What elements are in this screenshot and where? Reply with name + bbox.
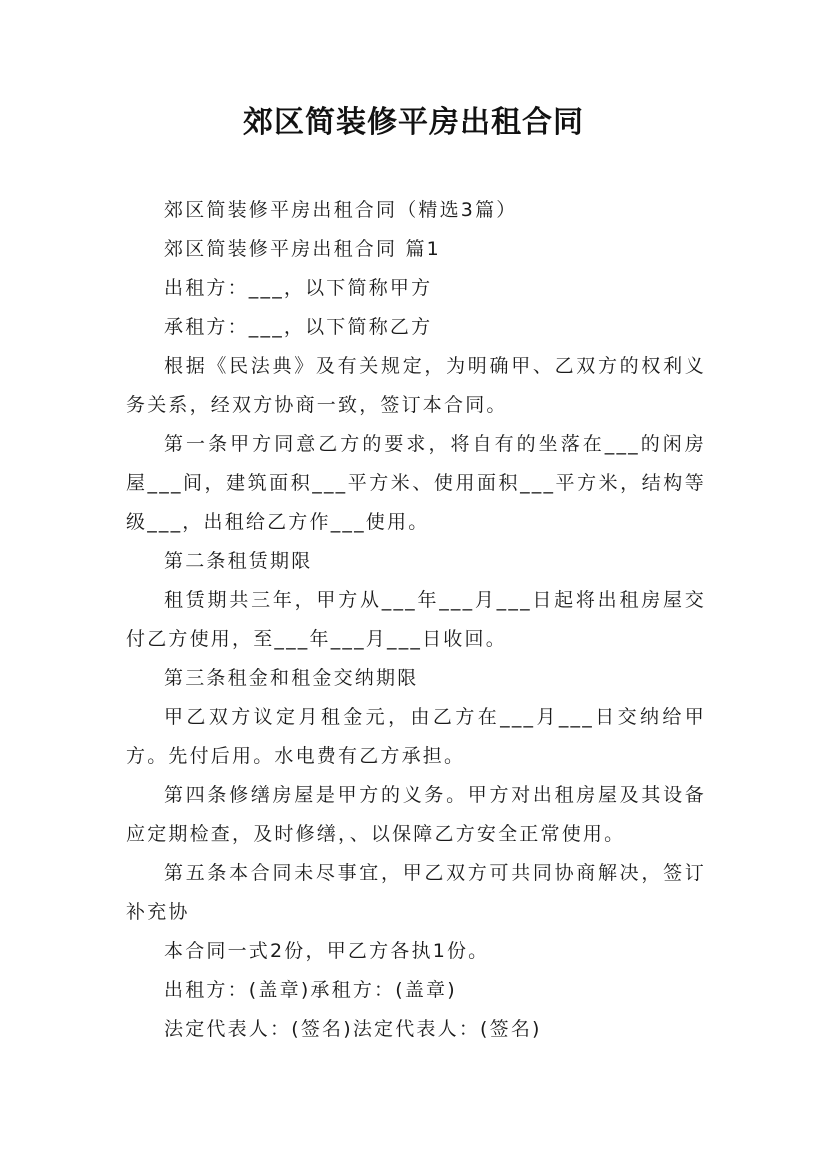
paragraph-subtitle: 郊区简装修平房出租合同（精选3篇）	[164, 199, 518, 221]
paragraph-copies: 本合同一式2份，甲乙方各执1份。	[164, 940, 490, 962]
paragraph-article-3-heading: 第三条租金和租金交纳期限	[164, 667, 419, 689]
paragraph-seals: 出租方：(盖章)承租方：(盖章)	[164, 979, 457, 1001]
paragraph-article-5: 第五条本合同未尽事宜，甲乙双方可共同协商解决，签订补充协	[126, 862, 706, 923]
paragraph-article-3-body: 甲乙双方议定月租金元，由乙方在___月___日交纳给甲方。先付后用。水电费有乙方承担。	[126, 706, 706, 767]
document-body	[126, 191, 706, 1049]
paragraph-signatures: 法定代表人：(签名)法定代表人：(签名)	[164, 1018, 542, 1040]
paragraph-article-2-heading: 第二条租赁期限	[164, 550, 313, 572]
paragraph-article-2-body: 租赁期共三年，甲方从___年___月___日起将出租房屋交付乙方使用，至___年___月___日收回。	[126, 589, 706, 650]
paragraph-section-heading: 郊区简装修平房出租合同 篇1	[164, 238, 441, 260]
paragraph-lessee: 承租方：___，以下简称乙方	[164, 316, 433, 338]
paragraph-article-4: 第四条修缮房屋是甲方的义务。甲方对出租房屋及其设备应定期检查，及时修缮，、以保障乙方安全正常使用。	[126, 784, 706, 845]
paragraph-article-1: 第一条甲方同意乙方的要求，将自有的坐落在___的闲房屋___间，建筑面积___平方米、使用面积___平方米，结构等级___，出租给乙方作___使用。	[126, 433, 706, 533]
paragraph-preamble: 根据《民法典》及有关规定，为明确甲、乙双方的权利义务关系，经双方协商一致，签订本合同。	[126, 355, 706, 416]
paragraph-lessor: 出租方：___，以下简称甲方	[164, 277, 433, 299]
document-title: 郊区简装修平房出租合同	[243, 105, 584, 140]
